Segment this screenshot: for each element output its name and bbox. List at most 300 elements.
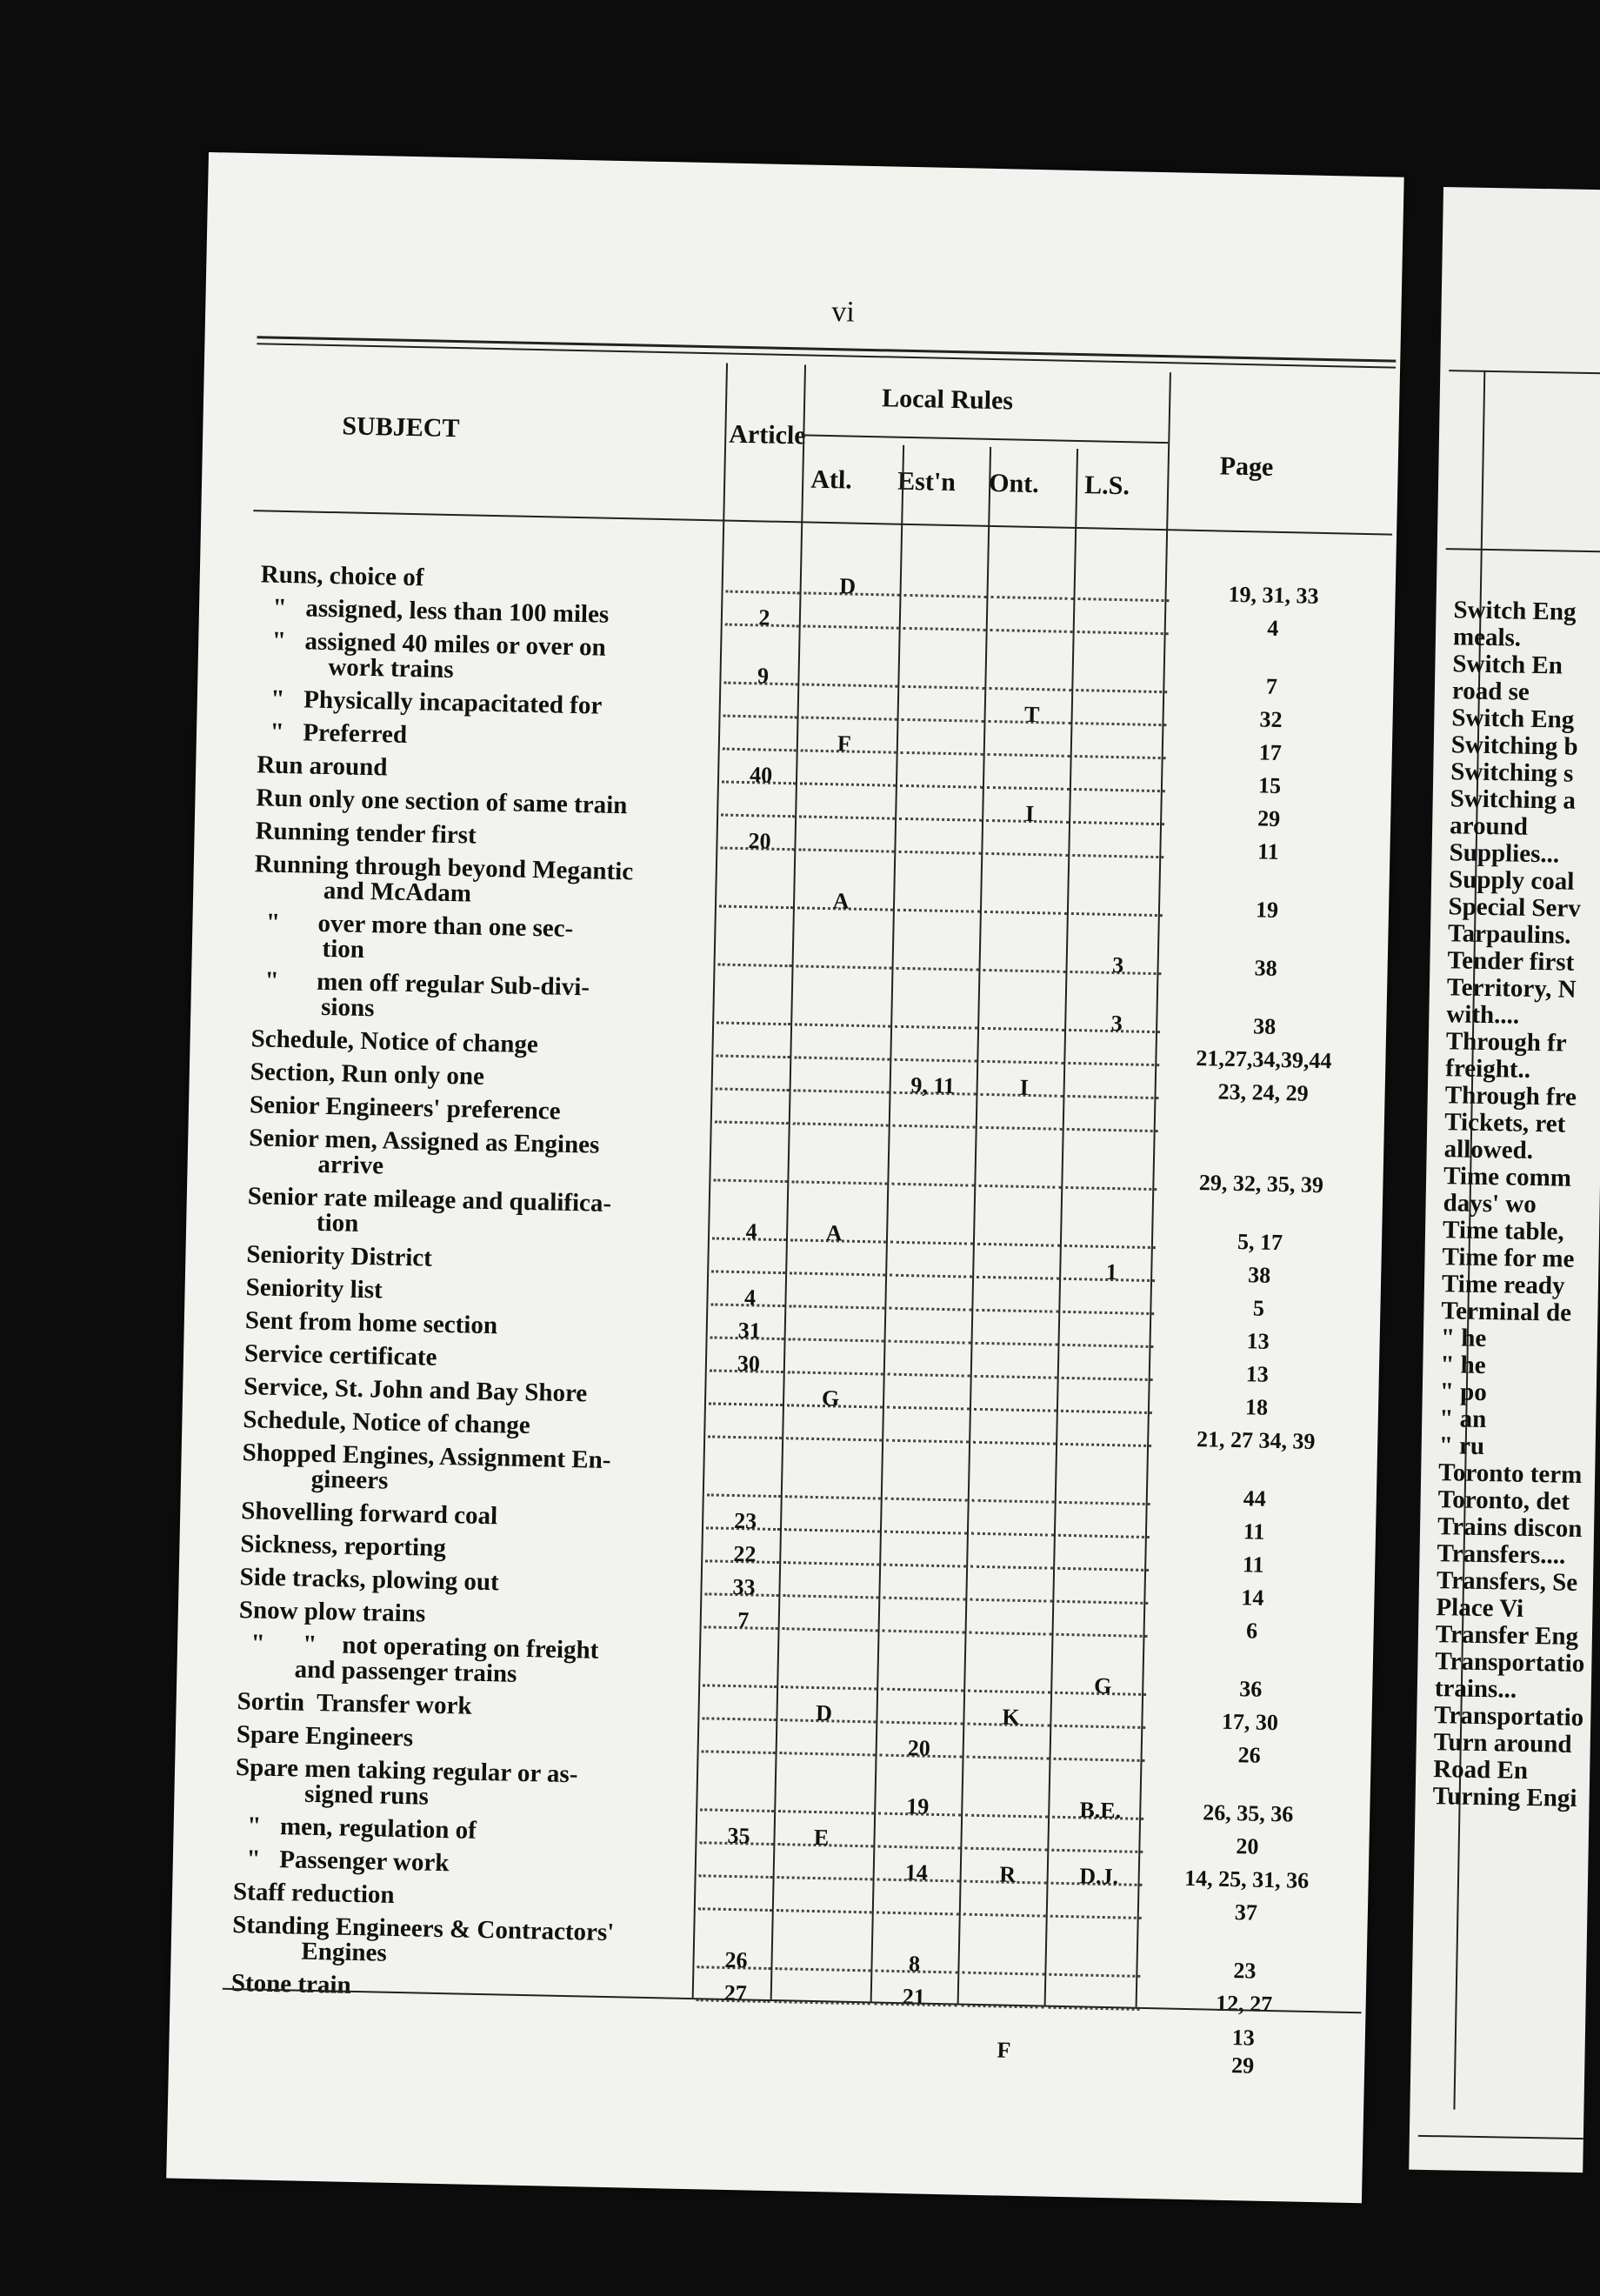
facing-entry: Switch Eng xyxy=(1451,704,1575,734)
cell-estn xyxy=(890,1039,977,1041)
cell-ls xyxy=(1074,802,1170,804)
index-subject: " men, regulation of xyxy=(234,1812,477,1845)
cell-ls xyxy=(1052,1830,1148,1832)
header-bottom-rule xyxy=(253,510,1392,535)
facing-subheader-rule xyxy=(1446,548,1600,552)
trailing-page: 13 xyxy=(1231,2025,1256,2051)
cell-ont: T xyxy=(1023,701,1040,728)
local-rules-header: Local Rules xyxy=(881,384,1014,416)
facing-entry: " he xyxy=(1440,1324,1487,1353)
cell-ont: I xyxy=(1024,800,1035,827)
dot-leader xyxy=(962,1972,1044,1976)
dot-leader xyxy=(886,1439,969,1444)
cell-estn xyxy=(896,765,983,767)
index-subject: " men off regular Sub-divi- sions xyxy=(251,966,590,1023)
facing-entry: Trains discon xyxy=(1437,1512,1583,1544)
facing-entry: Time for me xyxy=(1442,1243,1575,1273)
cell-estn: 9, 11 xyxy=(910,1072,956,1099)
dot-leader xyxy=(898,851,981,855)
cell-atl xyxy=(785,1476,872,1478)
index-subject: Running through beyond Megantic and McAdam xyxy=(253,850,634,908)
dot-leader xyxy=(1062,1344,1153,1348)
dot-leader xyxy=(988,753,1070,758)
index-subject: Service certificate xyxy=(243,1339,437,1372)
index-subject: Service, St. John and Bay Shore xyxy=(243,1372,588,1408)
dot-leader xyxy=(890,1241,973,1245)
dot-leader xyxy=(719,904,793,909)
cell-atl: D xyxy=(839,573,857,599)
dot-leader xyxy=(709,1402,783,1406)
dot-leader xyxy=(970,1632,1052,1636)
facing-entry: " ru xyxy=(1438,1432,1485,1461)
dot-leader xyxy=(702,1717,776,1721)
cell-article: 31 xyxy=(737,1318,762,1344)
dot-leader xyxy=(775,1967,870,1972)
dot-leader xyxy=(891,1183,974,1187)
dot-leader xyxy=(1058,1534,1150,1538)
dot-leader xyxy=(1051,1849,1143,1853)
cell-article: 26 xyxy=(724,1946,748,1973)
cell-ont xyxy=(967,1737,1054,1739)
cell-ls: 1 xyxy=(1105,1258,1118,1285)
dot-leader xyxy=(794,1056,890,1060)
cell-ont xyxy=(975,1356,1062,1358)
cell-atl xyxy=(782,1666,869,1668)
cell-atl xyxy=(800,796,887,798)
facing-entry: road se xyxy=(1451,677,1530,706)
index-subject: Snow plow trains xyxy=(238,1596,426,1628)
dot-leader xyxy=(703,1684,777,1688)
cell-page: 26, 35, 36 xyxy=(1202,1799,1294,1827)
dot-leader xyxy=(1075,722,1166,726)
cell-article: 7 xyxy=(737,1607,750,1633)
trailing-ont: F xyxy=(997,2037,1011,2063)
cell-atl xyxy=(790,1252,877,1254)
dot-leader xyxy=(884,1531,967,1535)
dot-leader xyxy=(903,594,986,598)
cell-atl xyxy=(803,605,890,607)
cell-ont xyxy=(966,1795,1053,1797)
dot-leader xyxy=(789,1305,884,1309)
dot-leader xyxy=(883,1564,966,1568)
cell-atl xyxy=(780,1732,867,1734)
dot-leader xyxy=(791,1180,887,1185)
index-subject: Sent from home section xyxy=(244,1306,498,1340)
dot-leader xyxy=(877,1845,960,1850)
cell-ont xyxy=(969,1671,1056,1672)
dot-leader xyxy=(975,1342,1057,1346)
dot-leader xyxy=(887,1406,970,1411)
cell-ls xyxy=(1073,835,1169,837)
cell-ls xyxy=(1057,1581,1153,1583)
ls-header: L.S. xyxy=(1083,471,1130,501)
cell-page: 38 xyxy=(1252,1013,1277,1039)
cell-atl xyxy=(796,1004,883,1005)
dot-leader xyxy=(881,1688,963,1692)
dot-leader xyxy=(802,716,897,720)
cell-page: 11 xyxy=(1243,1518,1265,1545)
index-subject: " " not operating on freight and passenger trains xyxy=(237,1629,599,1688)
cell-atl xyxy=(789,1318,876,1320)
cell-estn xyxy=(895,831,982,833)
cell-ont xyxy=(987,767,1074,769)
cell-page: 13 xyxy=(1245,1361,1270,1387)
cell-atl xyxy=(779,1791,866,1792)
cell-ls xyxy=(1050,1896,1146,1898)
cell-estn xyxy=(880,1512,967,1513)
facing-entry: Supplies... xyxy=(1449,838,1560,869)
cell-page: 20 xyxy=(1236,1833,1259,1859)
dot-leader xyxy=(880,1721,963,1725)
cell-estn xyxy=(883,1354,970,1356)
index-subject: Sickness, reporting xyxy=(240,1530,447,1563)
dot-leader xyxy=(968,1690,1050,1694)
dot-leader xyxy=(790,1271,885,1276)
cell-ont xyxy=(963,1952,1050,1954)
dot-leader xyxy=(883,1630,965,1634)
index-subject: Schedule, Notice of change xyxy=(243,1405,531,1440)
dot-leader xyxy=(894,1058,977,1063)
index-subject: Shopped Engines, Assignment En- gineers xyxy=(241,1438,611,1495)
dot-leader xyxy=(699,1874,773,1879)
dot-leader xyxy=(715,1120,789,1125)
cell-ls xyxy=(1062,1358,1157,1359)
index-subject: Senior men, Assigned as Engines arrive xyxy=(248,1124,600,1180)
index-page xyxy=(166,152,1403,2203)
cell-ls xyxy=(1078,578,1174,580)
cell-ls xyxy=(1067,1109,1163,1111)
dot-leader xyxy=(798,848,894,852)
cell-ont xyxy=(988,734,1075,736)
dot-leader xyxy=(707,1493,781,1498)
facing-entry: Road En xyxy=(1432,1755,1529,1785)
cell-ls xyxy=(1049,1987,1144,1989)
facing-entry: Time ready xyxy=(1441,1270,1565,1300)
cell-page: 19, 31, 33 xyxy=(1228,581,1319,609)
cell-estn xyxy=(883,1420,970,1422)
dot-leader xyxy=(708,1435,782,1439)
index-subject: Senior Engineers' preference xyxy=(249,1091,561,1125)
cell-page: 19 xyxy=(1255,897,1279,923)
cell-atl xyxy=(776,1948,863,1950)
cell-ls xyxy=(1069,1043,1164,1045)
cell-estn xyxy=(891,1006,978,1008)
cell-ls xyxy=(1077,611,1173,613)
facing-bottom-rule xyxy=(1418,2135,1592,2139)
dot-leader xyxy=(981,1060,1063,1065)
dot-leader xyxy=(716,1054,790,1058)
dot-leader xyxy=(877,1912,959,1916)
dot-leader xyxy=(1053,1758,1144,1762)
cell-ls: 3 xyxy=(1110,1010,1123,1037)
facing-entry: Through fre xyxy=(1444,1081,1577,1111)
cell-page: 29, 32, 35, 39 xyxy=(1198,1170,1324,1198)
dot-leader xyxy=(1050,1915,1142,1919)
cell-atl: A xyxy=(825,1220,843,1246)
dot-leader xyxy=(783,1594,878,1599)
cell-ls xyxy=(1058,1515,1154,1517)
cell-ont: I xyxy=(1019,1074,1030,1100)
index-subject: Spare men taking regular or as- signed runs xyxy=(235,1753,578,1811)
dot-leader xyxy=(1057,1600,1148,1605)
dot-leader xyxy=(1068,1062,1159,1066)
cell-estn xyxy=(896,798,983,800)
cell-ont xyxy=(970,1579,1057,1581)
dot-leader xyxy=(983,969,1065,973)
cell-article: 4 xyxy=(743,1285,757,1311)
dot-leader xyxy=(984,911,1067,915)
dot-leader xyxy=(990,596,1073,600)
dot-leader xyxy=(783,1627,878,1632)
dot-leader xyxy=(967,1756,1050,1760)
cell-atl xyxy=(790,1285,877,1287)
cell-ls xyxy=(1063,1325,1158,1326)
cell-article: 23 xyxy=(733,1508,757,1534)
cell-article: 40 xyxy=(749,762,773,788)
cell-page: 36 xyxy=(1238,1676,1263,1702)
dot-leader xyxy=(711,1270,785,1274)
dot-leader xyxy=(888,1373,970,1378)
facing-entry: Tarpaulins. xyxy=(1447,919,1571,950)
cell-page: 13 xyxy=(1246,1328,1270,1354)
page-header: Page xyxy=(1219,451,1274,482)
cell-atl xyxy=(783,1608,870,1610)
index-subject: " Physically incapacitated for xyxy=(257,684,603,720)
cell-page: 37 xyxy=(1234,1899,1258,1926)
cell-ont xyxy=(977,1290,1063,1292)
cell-ls xyxy=(1061,1424,1157,1425)
cell-atl xyxy=(784,1509,871,1511)
cell-atl xyxy=(803,664,890,665)
cell-estn xyxy=(897,699,984,701)
cell-article: 35 xyxy=(727,1822,750,1849)
dot-leader xyxy=(902,685,984,690)
index-subject: Runs, choice of xyxy=(260,560,424,592)
dot-leader xyxy=(980,1126,1063,1131)
cell-estn xyxy=(872,1892,959,1893)
cell-article xyxy=(719,1102,789,1104)
cell-estn xyxy=(881,1478,968,1480)
cell-page: 44 xyxy=(1243,1485,1267,1512)
dot-leader xyxy=(971,1532,1054,1537)
dot-leader xyxy=(990,629,1073,633)
dot-leader xyxy=(899,818,982,822)
cell-page: 6 xyxy=(1245,1618,1258,1644)
cell-page: 23 xyxy=(1233,1958,1257,1984)
cell-estn xyxy=(879,1578,966,1579)
dot-leader xyxy=(970,1565,1053,1570)
index-subject: Seniority list xyxy=(245,1273,383,1305)
cell-article: 22 xyxy=(733,1540,757,1567)
index-subject: Run only one section of same train xyxy=(256,784,628,820)
cell-page: 26 xyxy=(1237,1742,1261,1768)
dot-leader xyxy=(893,1125,976,1129)
dot-leader xyxy=(974,1408,1057,1412)
cell-ls: 3 xyxy=(1111,951,1124,978)
dot-leader xyxy=(896,967,978,971)
cell-page: 14, 25, 31, 36 xyxy=(1183,1865,1310,1893)
dot-leader xyxy=(777,1876,873,1880)
cell-ont xyxy=(990,610,1077,611)
cell-atl: G xyxy=(821,1385,840,1412)
dot-leader xyxy=(1062,1377,1153,1381)
cell-article xyxy=(730,571,800,573)
dot-leader xyxy=(1071,912,1163,917)
facing-entry: with.... xyxy=(1446,1000,1520,1030)
index-subject: " assigned, less than 100 miles xyxy=(259,593,610,629)
dot-leader xyxy=(897,909,980,913)
cell-article xyxy=(727,729,797,731)
facing-entry: Transfer Eng xyxy=(1435,1620,1579,1651)
facing-entry: Turn around xyxy=(1433,1728,1572,1759)
cell-estn: 20 xyxy=(907,1735,931,1761)
cell-page: 11 xyxy=(1242,1552,1264,1578)
facing-page xyxy=(1409,187,1600,2173)
cell-estn xyxy=(877,1668,964,1670)
facing-entry: Time table, xyxy=(1442,1216,1564,1246)
facing-header-rule xyxy=(1449,370,1600,374)
cell-atl: F xyxy=(837,731,852,757)
cell-article: 2 xyxy=(758,604,770,631)
dot-leader xyxy=(721,814,795,818)
cell-ls xyxy=(1055,1705,1150,1707)
facing-entry: around xyxy=(1449,811,1529,841)
dot-leader xyxy=(723,748,797,752)
cell-ont xyxy=(965,1828,1052,1830)
article-header: Article xyxy=(728,419,806,451)
facing-entry: Switch Eng xyxy=(1453,596,1577,626)
cell-atl xyxy=(788,1352,875,1353)
cell-page: 12, 27 xyxy=(1215,1990,1273,2018)
cell-ls xyxy=(1061,1391,1157,1392)
facing-entry: Tickets, ret xyxy=(1443,1108,1566,1138)
dot-leader xyxy=(784,1528,880,1532)
dot-leader xyxy=(1077,631,1169,635)
index-subject: Shovelling forward coal xyxy=(240,1497,498,1531)
index-subject: " assigned 40 miles or over on work trains xyxy=(258,626,606,684)
cell-estn xyxy=(900,575,987,577)
cell-atl xyxy=(777,1857,864,1859)
dot-leader xyxy=(1059,1501,1150,1505)
cell-ont xyxy=(986,833,1073,835)
index-subject: Side tracks, plowing out xyxy=(239,1563,500,1597)
facing-entry: Transportatio xyxy=(1434,1701,1584,1732)
dot-leader xyxy=(1073,821,1164,825)
cell-atl xyxy=(797,945,883,947)
index-subject: " Passenger work xyxy=(233,1845,450,1878)
dot-leader xyxy=(1063,1311,1154,1315)
cell-atl xyxy=(787,1418,874,1419)
dot-leader xyxy=(963,1913,1046,1918)
dot-leader xyxy=(901,751,983,756)
facing-entry: " po xyxy=(1439,1378,1488,1407)
cell-ont xyxy=(984,891,1071,893)
cell-estn xyxy=(877,1701,963,1703)
cell-article xyxy=(703,1855,773,1857)
cell-ls xyxy=(1074,769,1170,771)
cell-estn: 21 xyxy=(902,1984,926,2010)
cell-page: 7 xyxy=(1265,673,1278,699)
cell-ont: K xyxy=(1002,1704,1020,1730)
dot-leader xyxy=(793,1122,889,1126)
cell-ont xyxy=(976,1323,1063,1325)
index-subject: Seniority District xyxy=(246,1240,433,1272)
dot-leader xyxy=(889,1307,971,1312)
dot-leader xyxy=(803,624,899,629)
dot-leader xyxy=(977,1276,1059,1280)
dot-leader xyxy=(1049,1973,1140,1978)
cell-atl xyxy=(794,1070,881,1071)
cell-ls xyxy=(1068,1076,1163,1078)
dot-leader xyxy=(976,1309,1058,1313)
cell-page: 21, 27 34, 39 xyxy=(1196,1426,1316,1454)
cell-estn: 19 xyxy=(906,1793,930,1819)
cell-ont xyxy=(980,1107,1067,1109)
cell-ls xyxy=(1064,1225,1160,1227)
facing-entry: " he xyxy=(1440,1351,1486,1380)
facing-entry: Toronto term xyxy=(1437,1458,1583,1490)
cell-atl xyxy=(795,1037,882,1038)
dot-leader xyxy=(982,1027,1064,1031)
cell-ls xyxy=(1077,670,1172,671)
dot-leader xyxy=(1057,1567,1149,1572)
cell-estn xyxy=(892,948,979,950)
dot-leader xyxy=(1072,854,1163,858)
cell-page: 14 xyxy=(1241,1585,1264,1611)
dot-leader xyxy=(800,782,896,786)
dot-leader xyxy=(985,852,1068,857)
cell-ont xyxy=(974,1422,1061,1424)
index-subject: Schedule, Notice of change xyxy=(250,1025,539,1059)
cell-article: 27 xyxy=(723,1979,748,2006)
cell-estn xyxy=(888,1164,975,1165)
index-subject: Staff reduction xyxy=(232,1878,395,1909)
cell-estn xyxy=(886,1255,973,1257)
cell-ont xyxy=(962,1986,1049,1987)
dot-leader xyxy=(1077,597,1169,602)
cell-ls xyxy=(1063,1292,1159,1293)
dot-leader xyxy=(713,1178,787,1183)
dot-leader xyxy=(1076,689,1167,693)
cell-atl xyxy=(783,1575,870,1577)
index-subject: Spare Engineers xyxy=(236,1720,414,1752)
dot-leader xyxy=(788,1371,883,1375)
dot-leader xyxy=(889,1340,971,1345)
cell-estn xyxy=(889,1105,976,1107)
facing-entry: Territory, N xyxy=(1446,973,1577,1004)
cell-ont xyxy=(979,1165,1066,1167)
dot-leader xyxy=(777,1909,872,1913)
dot-leader xyxy=(1061,1410,1152,1414)
cell-article: 9 xyxy=(757,663,770,689)
cell-page: 21,27,34,39,44 xyxy=(1196,1045,1332,1074)
cell-page: 17 xyxy=(1258,739,1283,765)
ont-header: Ont. xyxy=(988,468,1040,499)
cell-ont xyxy=(971,1513,1058,1515)
facing-entry: Tender first xyxy=(1447,946,1575,977)
cell-estn xyxy=(897,732,983,734)
cell-page: 38 xyxy=(1247,1262,1271,1288)
cell-article xyxy=(726,795,796,797)
cell-page: 17, 30 xyxy=(1221,1708,1279,1736)
dot-leader xyxy=(1067,1128,1158,1132)
cell-atl: D xyxy=(815,1700,833,1726)
dot-leader xyxy=(783,1561,879,1565)
cell-page xyxy=(1163,1111,1363,1115)
dot-leader xyxy=(1074,788,1165,792)
cell-ls xyxy=(1066,1167,1162,1169)
cell-article xyxy=(723,886,793,888)
